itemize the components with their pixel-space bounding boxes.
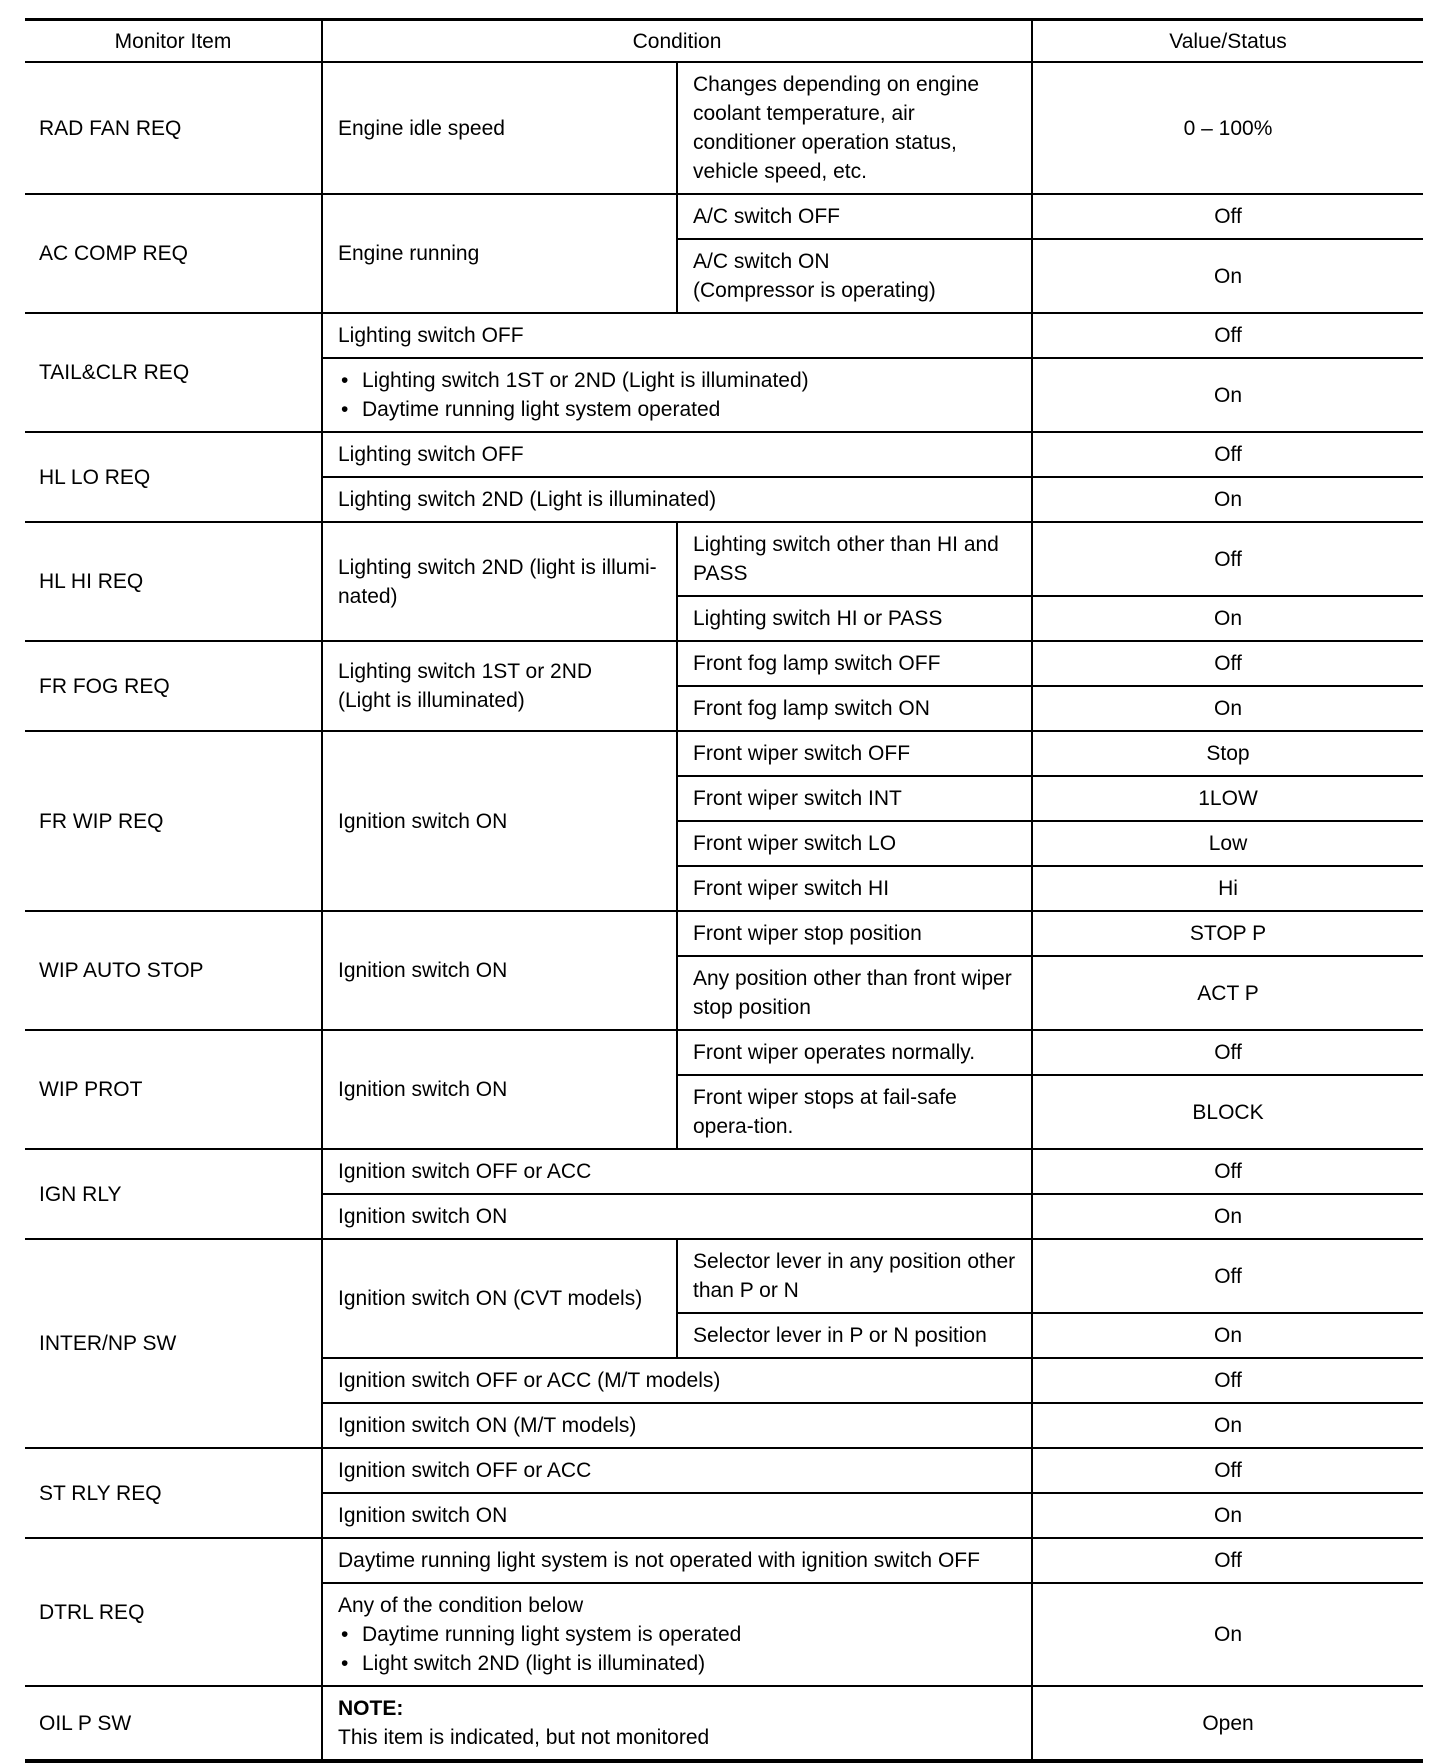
condition: Engine running bbox=[322, 194, 677, 313]
table-row bbox=[25, 194, 1423, 239]
table-row bbox=[25, 911, 1423, 956]
sub-condition: Any position other than front wiper stop position bbox=[677, 956, 1032, 1030]
sub-condition: Changes depending on engine coolant temperature, air conditioner operation status, vehicle speed, etc. bbox=[677, 62, 1032, 194]
sub-condition: Front wiper switch INT bbox=[677, 776, 1032, 821]
value-status: On bbox=[1032, 1403, 1423, 1448]
condition-bullet: • Daytime running light system operated bbox=[338, 395, 1017, 424]
value-status: On bbox=[1032, 1583, 1423, 1686]
value-status: On bbox=[1032, 358, 1423, 432]
condition: Ignition switch ON bbox=[322, 911, 677, 1030]
value-status: Off bbox=[1032, 641, 1423, 686]
value-status: On bbox=[1032, 686, 1423, 731]
monitor-item: FR WIP REQ bbox=[25, 731, 322, 911]
table-row bbox=[25, 1686, 1423, 1759]
value-status: 1LOW bbox=[1032, 776, 1423, 821]
condition: Ignition switch OFF or ACC bbox=[322, 1149, 1032, 1194]
value-status: On bbox=[1032, 239, 1423, 313]
table-row bbox=[25, 1448, 1423, 1493]
condition-line: (Light is illuminated) bbox=[338, 689, 525, 712]
condition: Ignition switch ON bbox=[322, 1493, 1032, 1538]
value-status: ACT P bbox=[1032, 956, 1423, 1030]
sub-condition: Front wiper switch OFF bbox=[677, 731, 1032, 776]
sub-condition: Front fog lamp switch ON bbox=[677, 686, 1032, 731]
value-status: Off bbox=[1032, 1358, 1423, 1403]
condition-bullet: • Daytime running light system is operated bbox=[338, 1620, 1017, 1649]
value-status: Stop bbox=[1032, 731, 1423, 776]
monitor-item: TAIL&CLR REQ bbox=[25, 313, 322, 432]
table-row bbox=[25, 432, 1423, 477]
sub-condition: Front wiper switch LO bbox=[677, 821, 1032, 866]
table-row bbox=[25, 731, 1423, 776]
monitor-item: OIL P SW bbox=[25, 1686, 322, 1759]
note-label: NOTE: bbox=[338, 1697, 404, 1720]
sub-condition: Lighting switch other than HI and PASS bbox=[677, 522, 1032, 596]
table-row bbox=[25, 522, 1423, 596]
condition-intro: Any of the condition below bbox=[338, 1594, 584, 1617]
condition: Ignition switch ON (M/T models) bbox=[322, 1403, 1032, 1448]
monitor-item: WIP AUTO STOP bbox=[25, 911, 322, 1030]
sub-condition-line: A/C switch ON bbox=[693, 250, 830, 273]
condition: Ignition switch OFF or ACC bbox=[322, 1448, 1032, 1493]
header-monitor-item: Monitor Item bbox=[25, 21, 322, 62]
condition: Engine idle speed bbox=[322, 62, 677, 194]
monitor-item: DTRL REQ bbox=[25, 1538, 322, 1686]
value-status: Off bbox=[1032, 522, 1423, 596]
table-row bbox=[25, 1239, 1423, 1313]
monitor-item: ST RLY REQ bbox=[25, 1448, 322, 1538]
condition: Lighting switch 2ND (light is illumi-nated) bbox=[322, 522, 677, 641]
condition bbox=[322, 641, 677, 731]
condition: Lighting switch OFF bbox=[322, 313, 1032, 358]
monitor-item: WIP PROT bbox=[25, 1030, 322, 1149]
table-row bbox=[25, 1030, 1423, 1075]
table-row bbox=[25, 1538, 1423, 1583]
value-status: On bbox=[1032, 596, 1423, 641]
value-status: On bbox=[1032, 1194, 1423, 1239]
monitor-item: RAD FAN REQ bbox=[25, 62, 322, 194]
value-status: STOP P bbox=[1032, 911, 1423, 956]
sub-condition: Front wiper operates normally. bbox=[677, 1030, 1032, 1075]
sub-condition: Lighting switch HI or PASS bbox=[677, 596, 1032, 641]
value-status: Open bbox=[1032, 1686, 1423, 1759]
sub-condition: Front wiper stops at fail-safe opera-tion. bbox=[677, 1075, 1032, 1149]
condition: Ignition switch ON bbox=[322, 731, 677, 911]
condition bbox=[322, 1686, 1032, 1759]
condition: Lighting switch 2ND (Light is illuminated) bbox=[322, 477, 1032, 522]
table-row bbox=[25, 641, 1423, 686]
condition: Ignition switch ON (CVT models) bbox=[322, 1239, 677, 1358]
monitor-table bbox=[25, 21, 1423, 1759]
header-value-status: Value/Status bbox=[1032, 21, 1423, 62]
sub-condition: Selector lever in P or N position bbox=[677, 1313, 1032, 1358]
condition-bullet-list bbox=[338, 366, 1017, 424]
header-condition: Condition bbox=[322, 21, 1032, 62]
value-status: Off bbox=[1032, 194, 1423, 239]
value-status: On bbox=[1032, 1493, 1423, 1538]
header-row bbox=[25, 21, 1423, 62]
value-status: Off bbox=[1032, 1149, 1423, 1194]
note-text: This item is indicated, but not monitored bbox=[338, 1726, 710, 1749]
condition: Ignition switch OFF or ACC (M/T models) bbox=[322, 1358, 1032, 1403]
monitor-item: HL LO REQ bbox=[25, 432, 322, 522]
value-status: Hi bbox=[1032, 866, 1423, 911]
condition: Daytime running light system is not operated with ignition switch OFF bbox=[322, 1538, 1032, 1583]
condition-bullet: • Light switch 2ND (light is illuminated) bbox=[338, 1649, 1017, 1678]
monitor-item: HL HI REQ bbox=[25, 522, 322, 641]
sub-condition: Front wiper switch HI bbox=[677, 866, 1032, 911]
condition: Lighting switch OFF bbox=[322, 432, 1032, 477]
value-status: 0 – 100% bbox=[1032, 62, 1423, 194]
sub-condition: A/C switch OFF bbox=[677, 194, 1032, 239]
table-row bbox=[25, 62, 1423, 194]
value-status: Off bbox=[1032, 1239, 1423, 1313]
condition bbox=[322, 358, 1032, 432]
value-status: Off bbox=[1032, 1030, 1423, 1075]
condition-bullet: • Lighting switch 1ST or 2ND (Light is illuminated) bbox=[338, 366, 1017, 395]
value-status: BLOCK bbox=[1032, 1075, 1423, 1149]
sub-condition-line: (Compressor is operating) bbox=[693, 279, 936, 302]
table-row bbox=[25, 313, 1423, 358]
condition bbox=[322, 1583, 1032, 1686]
condition: Ignition switch ON bbox=[322, 1194, 1032, 1239]
value-status: On bbox=[1032, 1313, 1423, 1358]
condition: Ignition switch ON bbox=[322, 1030, 677, 1149]
monitor-item: AC COMP REQ bbox=[25, 194, 322, 313]
sub-condition: Front wiper stop position bbox=[677, 911, 1032, 956]
table-row bbox=[25, 1149, 1423, 1194]
condition-line: Lighting switch 1ST or 2ND bbox=[338, 660, 593, 683]
value-status: Off bbox=[1032, 1538, 1423, 1583]
monitor-table-sheet bbox=[25, 18, 1423, 1763]
monitor-item: FR FOG REQ bbox=[25, 641, 322, 731]
monitor-item: INTER/NP SW bbox=[25, 1239, 322, 1448]
sub-condition: Front fog lamp switch OFF bbox=[677, 641, 1032, 686]
value-status: Off bbox=[1032, 313, 1423, 358]
sub-condition bbox=[677, 239, 1032, 313]
monitor-item: IGN RLY bbox=[25, 1149, 322, 1239]
condition-bullet-list bbox=[338, 1620, 1017, 1678]
sub-condition: Selector lever in any position other than P or N bbox=[677, 1239, 1032, 1313]
value-status: Off bbox=[1032, 1448, 1423, 1493]
value-status: On bbox=[1032, 477, 1423, 522]
value-status: Off bbox=[1032, 432, 1423, 477]
value-status: Low bbox=[1032, 821, 1423, 866]
